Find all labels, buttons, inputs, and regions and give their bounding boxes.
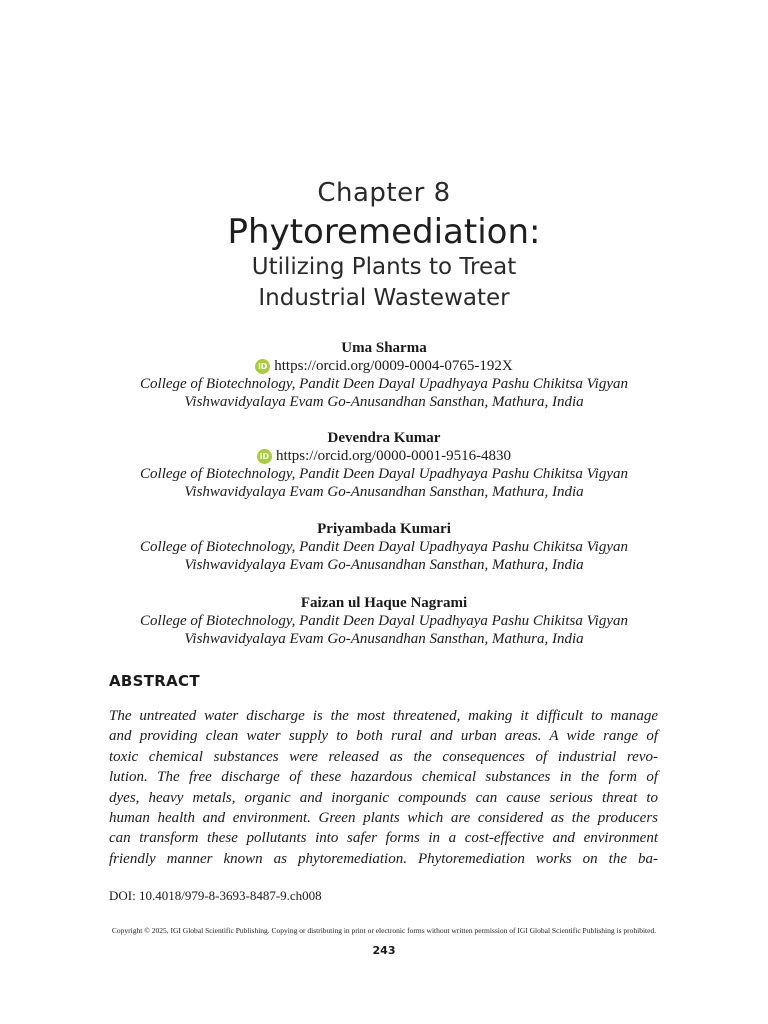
subtitle-line-1: Utilizing Plants to Treat	[251, 254, 517, 280]
abstract-line: human health and environment. Green plants which are considered as the producers	[109, 810, 658, 827]
subtitle-line-2: Industrial Wastewater	[258, 285, 510, 311]
author-name: Faizan ul Haque Nagrami	[300, 595, 468, 611]
author-name: Devendra Kumar	[327, 430, 441, 446]
author-name: Uma Sharma	[341, 340, 427, 356]
abstract-text	[109, 706, 658, 869]
copyright-notice: Copyright © 2025, IGI Global Scientific Publishing. Copying or distributing in print or electronic forms without written permission of IGI Global Scientific Publishing is prohibited.	[111, 926, 657, 935]
author-block-1	[0, 339, 768, 411]
orcid-icon: iD	[255, 359, 270, 374]
affiliation-line-2: Vishwavidyalaya Evam Go-Anusandhan Sansthan, Mathura, India	[184, 631, 584, 647]
orcid-link[interactable]: https://orcid.org/0000-0001-9516-4830	[275, 448, 512, 464]
affiliation-line-2: Vishwavidyalaya Evam Go-Anusandhan Sansthan, Mathura, India	[184, 484, 584, 500]
author-block-3	[0, 520, 768, 574]
orcid-icon: iD	[257, 449, 272, 464]
affiliation-line-1: College of Biotechnology, Pandit Deen Dayal Upadhyaya Pashu Chikitsa Vigyan	[140, 466, 628, 482]
affiliation-line-2: Vishwavidyalaya Evam Go-Anusandhan Sansthan, Mathura, India	[184, 557, 584, 573]
chapter-subtitle	[0, 252, 768, 314]
author-block-4	[0, 594, 768, 648]
abstract-line: friendly manner known as phytoremediation. Phytoremediation works on the ba-	[109, 850, 658, 867]
affiliation-line-1: College of Biotechnology, Pandit Deen Dayal Upadhyaya Pashu Chikitsa Vigyan	[140, 613, 628, 629]
abstract-line: toxic chemical substances were released as the consequences of industrial revo-	[109, 748, 658, 765]
abstract-line: lution. The free discharge of these hazardous chemical substances in the form of	[109, 769, 658, 786]
affiliation-line-1: College of Biotechnology, Pandit Deen Dayal Upadhyaya Pashu Chikitsa Vigyan	[140, 376, 628, 392]
affiliation-line-2: Vishwavidyalaya Evam Go-Anusandhan Sansthan, Mathura, India	[184, 394, 584, 410]
orcid-line	[0, 447, 768, 465]
abstract-line: can transform these pollutants into safer forms in a cost-effective and environment	[109, 830, 658, 847]
abstract-line: and providing clean water supply to both rural and urban areas. A wide range of	[109, 728, 658, 745]
author-name: Priyambada Kumari	[317, 521, 451, 537]
abstract-heading: ABSTRACT	[109, 672, 200, 690]
orcid-line	[0, 357, 768, 375]
author-block-2	[0, 429, 768, 501]
page-number: 243	[372, 944, 396, 957]
chapter-title: Phytoremediation:	[227, 212, 541, 252]
chapter-number: Chapter 8	[317, 178, 451, 208]
affiliation-line-1: College of Biotechnology, Pandit Deen Dayal Upadhyaya Pashu Chikitsa Vigyan	[140, 539, 628, 555]
abstract-line: The untreated water discharge is the most threatened, making it difficult to manage	[109, 708, 658, 724]
doi: DOI: 10.4018/979-8-3693-8487-9.ch008	[109, 888, 322, 903]
orcid-link[interactable]: https://orcid.org/0009-0004-0765-192X	[274, 358, 513, 374]
abstract-line: dyes, heavy metals, organic and inorganic compounds can cause serious threat to	[109, 789, 658, 806]
